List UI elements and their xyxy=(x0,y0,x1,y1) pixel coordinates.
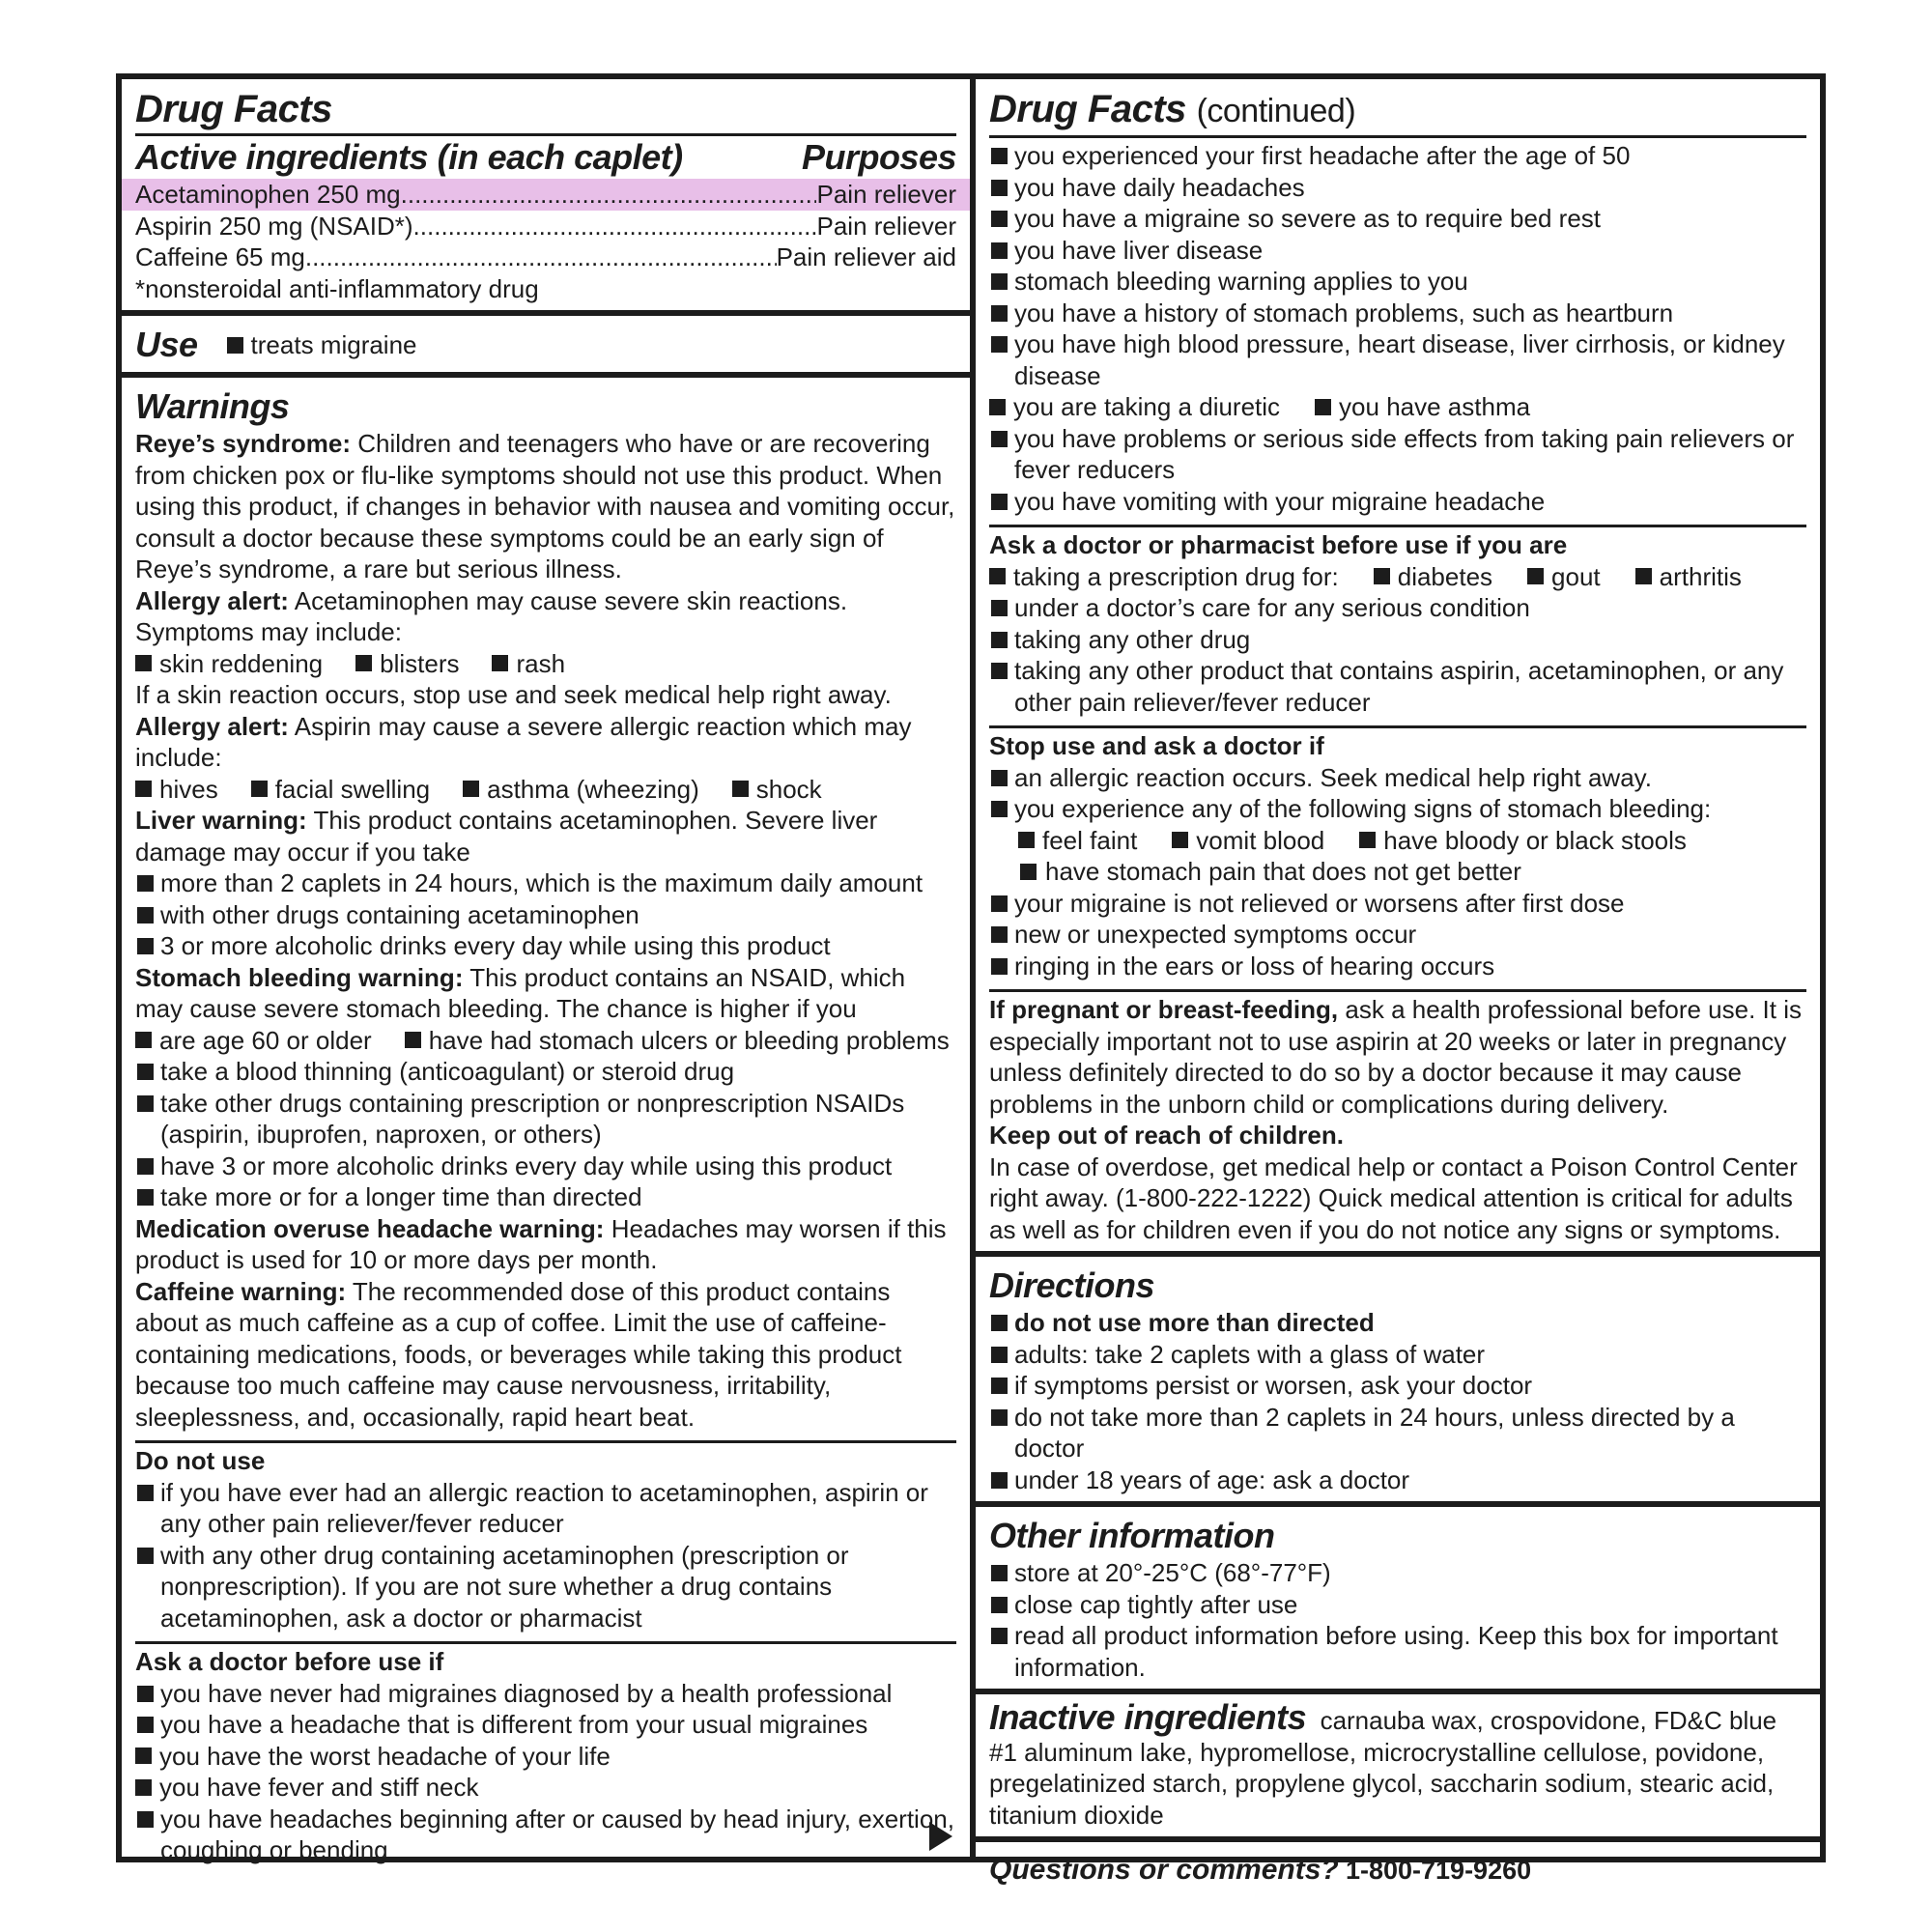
inactive-ingredients: Inactive ingredients carnauba wax, crospovidone, FD&C blue #1 aluminum lake, hypromellose, microcrystalline cellulose, povidone, pregelatinized starch, propylene glycol, saccharin sodium, stearic acid, titanium dioxide xyxy=(989,1697,1777,1830)
list-item: you have headaches beginning after or caused by head injury, exertion, coughing or bending xyxy=(135,1804,956,1866)
list-item: an allergic reaction occurs. Seek medical help right away. xyxy=(989,762,1806,794)
list-item: take a blood thinning (anticoagulant) or steroid drug xyxy=(135,1056,956,1088)
stop-use-title: Stop use and ask a doctor if xyxy=(989,731,1324,760)
list-item: your migraine is not relieved or worsens after first dose xyxy=(989,888,1806,920)
inactive-ingredients-box xyxy=(976,1694,1820,1842)
list-item: do not take more than 2 caplets in 24 hours, unless directed by a doctor xyxy=(989,1402,1806,1464)
black-square-bullet-icon xyxy=(227,337,243,354)
questions-label: Questions or comments? xyxy=(989,1854,1339,1886)
diuretic-asthma-inline: you are taking a diuretic you have asthma xyxy=(989,391,1806,423)
aspirin-reactions-list: hives facial swelling asthma (wheezing) shock xyxy=(135,774,956,806)
list-item: you have never had migraines diagnosed by a health professional xyxy=(135,1678,956,1710)
list-item: you have a migraine so severe as to require bed rest xyxy=(989,203,1806,235)
black-square-bullet-icon xyxy=(732,781,749,797)
list-item: you have a headache that is different from your usual migraines xyxy=(135,1709,956,1741)
drug-facts-title: Drug Facts xyxy=(135,88,332,130)
drug-facts-label xyxy=(116,73,1826,1886)
use-item: treats migraine xyxy=(227,329,417,361)
keep-out-of-reach: Keep out of reach of children. xyxy=(989,1121,1344,1150)
black-square-bullet-icon xyxy=(251,781,268,797)
active-ingredients-header xyxy=(135,133,956,179)
warnings-title: Warnings xyxy=(135,386,290,426)
list-item: store at 20°-25°C (68°-77°F) xyxy=(989,1557,1806,1589)
list-item: read all product information before using. Keep this box for important information. xyxy=(989,1620,1806,1683)
stomach-inline-list: are age 60 or older have had stomach ulcers or bleeding problems xyxy=(135,1025,956,1057)
right-column xyxy=(976,79,1820,1886)
black-square-bullet-icon xyxy=(1018,832,1035,848)
list-item: you have a history of stomach problems, such as heartburn xyxy=(989,298,1806,329)
ask-doctor-section xyxy=(135,1641,956,1866)
questions-phone: 1-800-719-9260 xyxy=(1345,1856,1532,1885)
allergy-alert-acetaminophen: Allergy alert: Acetaminophen may cause severe skin reactions. Symptoms may include: xyxy=(135,585,848,646)
pregnancy-section xyxy=(989,989,1806,1245)
stomach-list xyxy=(135,1056,956,1213)
liver-list xyxy=(135,867,956,962)
stomach-bleeding-warning: Stomach bleeding warning: This product contains an NSAID, which may cause severe stomach bleeding. The chance is higher if you xyxy=(135,962,906,1023)
purposes-title: Purposes xyxy=(801,137,956,177)
list-item: adults: take 2 caplets with a glass of water xyxy=(989,1339,1806,1371)
do-not-use-section xyxy=(135,1440,956,1634)
list-item: ringing in the ears or loss of hearing occurs xyxy=(989,951,1806,982)
active-ingredients-box xyxy=(122,79,970,316)
list-item: under a doctor’s care for any serious condition xyxy=(989,592,1806,624)
black-square-bullet-icon xyxy=(1635,568,1652,584)
ingredient-row: Aspirin 250 mg (NSAID*) ..... Pain reliever xyxy=(135,211,956,242)
caffeine-warning: Caffeine warning: The recommended dose of this product contains about as much caffeine as a cup of coffee. Limit the use of caffeine-containing medications, foods, or beverages while taking this product because too much caffeine may cause nervousness, irritability, sleeplessness, and, occasionally, rapid heart beat. xyxy=(135,1276,902,1432)
black-square-bullet-icon xyxy=(405,1032,421,1048)
ingredient-row: Acetaminophen 250 mg ..... Pain reliever xyxy=(122,179,970,211)
other-information-box xyxy=(976,1507,1820,1694)
do-not-use-title: Do not use xyxy=(135,1446,266,1475)
black-square-bullet-icon xyxy=(355,655,372,671)
list-item: if you have ever had an allergic reaction to acetaminophen, aspirin or any other pain reliever/fever reducer xyxy=(135,1477,956,1540)
allergy-alert-aspirin: Allergy alert: Aspirin may cause a severe allergic reaction which may include: xyxy=(135,711,912,772)
skin-reaction-note: If a skin reaction occurs, stop use and seek medical help right away. xyxy=(135,680,892,709)
list-item: do not use more than directed xyxy=(989,1307,1806,1339)
directions-box xyxy=(976,1257,1820,1507)
overuse-headache-warning: Medication overuse headache warning: Headaches may worsen if this product is used for 10 or more days per month. xyxy=(135,1213,947,1274)
reye-warning: Reye’s syndrome: Children and teenagers who have or are recovering from chicken pox or flu-like symptoms should not use this product. When using this product, if changes in behavior with nausea and vomiting occur, consult a doctor because these symptoms could be an early sign of Reye’s syndrome, a rare but serious illness. xyxy=(135,429,955,583)
black-square-bullet-icon xyxy=(492,655,508,671)
black-square-bullet-icon xyxy=(1374,568,1390,584)
pregnancy-warning: If pregnant or breast-feeding, ask a health professional before use. It is especially important not to use aspirin at 20 weeks or later in pregnancy unless definitely directed to do so by a doctor because it may cause problems in the unborn child or complications during delivery. xyxy=(989,995,1802,1119)
list-item: you experience any of the following signs of stomach bleeding: xyxy=(989,793,1806,825)
inactive-ingredients-title: Inactive ingredients xyxy=(989,1697,1307,1737)
continued-warnings-box xyxy=(976,79,1820,1257)
black-square-bullet-icon xyxy=(989,568,1006,584)
list-item: have 3 or more alcoholic drinks every day while using this product xyxy=(135,1151,956,1182)
drug-facts-continued-title: Drug Facts (continued) xyxy=(989,88,1356,130)
black-square-bullet-icon xyxy=(135,781,152,797)
list-item: you have high blood pressure, heart disease, liver cirrhosis, or kidney disease xyxy=(989,328,1806,391)
black-square-bullet-icon xyxy=(1359,832,1376,848)
directions-title: Directions xyxy=(989,1265,1155,1305)
black-square-bullet-icon xyxy=(135,1032,152,1048)
arrow-right-triangle-icon xyxy=(929,1822,952,1851)
questions-line xyxy=(989,1850,1806,1890)
list-item: you experienced your first headache after the age of 50 xyxy=(989,140,1806,172)
black-square-bullet-icon xyxy=(135,1747,152,1764)
ask-doctor-title: Ask a doctor before use if xyxy=(135,1647,444,1676)
list-item: 3 or more alcoholic drinks every day while using this product xyxy=(135,930,956,962)
use-title: Use xyxy=(135,325,198,364)
black-square-bullet-icon xyxy=(1172,832,1188,848)
ingredient-row: Caffeine 65 mg ..... Pain reliever aid xyxy=(135,242,956,273)
list-item: new or unexpected symptoms occur xyxy=(989,919,1806,951)
list-item: under 18 years of age: ask a doctor xyxy=(989,1464,1806,1496)
allergy-symptoms-list: skin reddening blisters rash xyxy=(135,648,956,680)
other-information-title: Other information xyxy=(989,1516,1275,1555)
list-item: close cap tightly after use xyxy=(989,1589,1806,1621)
black-square-bullet-icon xyxy=(463,781,479,797)
list-item: with any other drug containing acetaminophen (prescription or nonprescription). If you are not sure whether a drug contains acetaminophen, ask a doctor or pharmacist xyxy=(135,1540,956,1634)
list-item: you have problems or serious side effects from taking pain relievers or fever reducers xyxy=(989,423,1806,486)
black-square-bullet-icon xyxy=(989,399,1006,415)
list-item: with other drugs containing acetaminophen xyxy=(135,899,956,931)
nsaid-footnote: *nonsteroidal anti-inflammatory drug xyxy=(135,273,539,303)
list-item: taking any other product that contains aspirin, acetaminophen, or any other pain reliever/fever reducer xyxy=(989,655,1806,718)
black-square-bullet-icon xyxy=(135,655,152,671)
ask-pharmacist-title: Ask a doctor or pharmacist before use if you are xyxy=(989,530,1568,559)
list-item: take more or for a longer time than directed xyxy=(135,1181,956,1213)
stop-use-section xyxy=(989,725,1806,981)
bleeding-signs-inline: feel faint vomit blood have bloody or black stools xyxy=(989,825,1806,857)
liver-warning: Liver warning: This product contains acetaminophen. Severe liver damage may occur if you take xyxy=(135,806,878,867)
questions-box xyxy=(976,1842,1820,1896)
list-item: take other drugs containing prescription or nonprescription NSAIDs (aspirin, ibuprofen, naproxen, or others) xyxy=(135,1088,956,1151)
list-item: you have vomiting with your migraine headache xyxy=(989,486,1806,518)
list-item: you have liver disease xyxy=(989,235,1806,267)
prescription-inline: taking a prescription drug for: diabetes gout arthritis xyxy=(989,561,1806,593)
list-item: more than 2 caplets in 24 hours, which is the maximum daily amount xyxy=(135,867,956,899)
warnings-box xyxy=(122,378,970,1872)
use-box xyxy=(122,316,970,378)
list-item: stomach bleeding warning applies to you xyxy=(989,266,1806,298)
continued-list xyxy=(989,140,1806,391)
active-ingredients-title: Active ingredients (in each caplet) xyxy=(135,137,683,177)
list-item: taking any other drug xyxy=(989,624,1806,656)
black-square-bullet-icon xyxy=(1527,568,1544,584)
list-item: you have daily headaches xyxy=(989,172,1806,204)
black-square-bullet-icon xyxy=(135,1779,152,1796)
list-item: have stomach pain that does not get better xyxy=(989,856,1806,888)
black-square-bullet-icon xyxy=(1315,399,1331,415)
list-item: if symptoms persist or worsen, ask your doctor xyxy=(989,1370,1806,1402)
ask-pharmacist-section xyxy=(989,525,1806,718)
overdose-text: In case of overdose, get medical help or contact a Poison Control Center right away. (1-800-222-1222) Quick medical attention is critical for adults as well as for children even if you do not notice any signs or symptoms. xyxy=(989,1151,1798,1244)
left-column xyxy=(122,79,976,1864)
ask-doctor-inline-list: you have the worst headache of your life you have fever and stiff neck xyxy=(135,1741,956,1804)
